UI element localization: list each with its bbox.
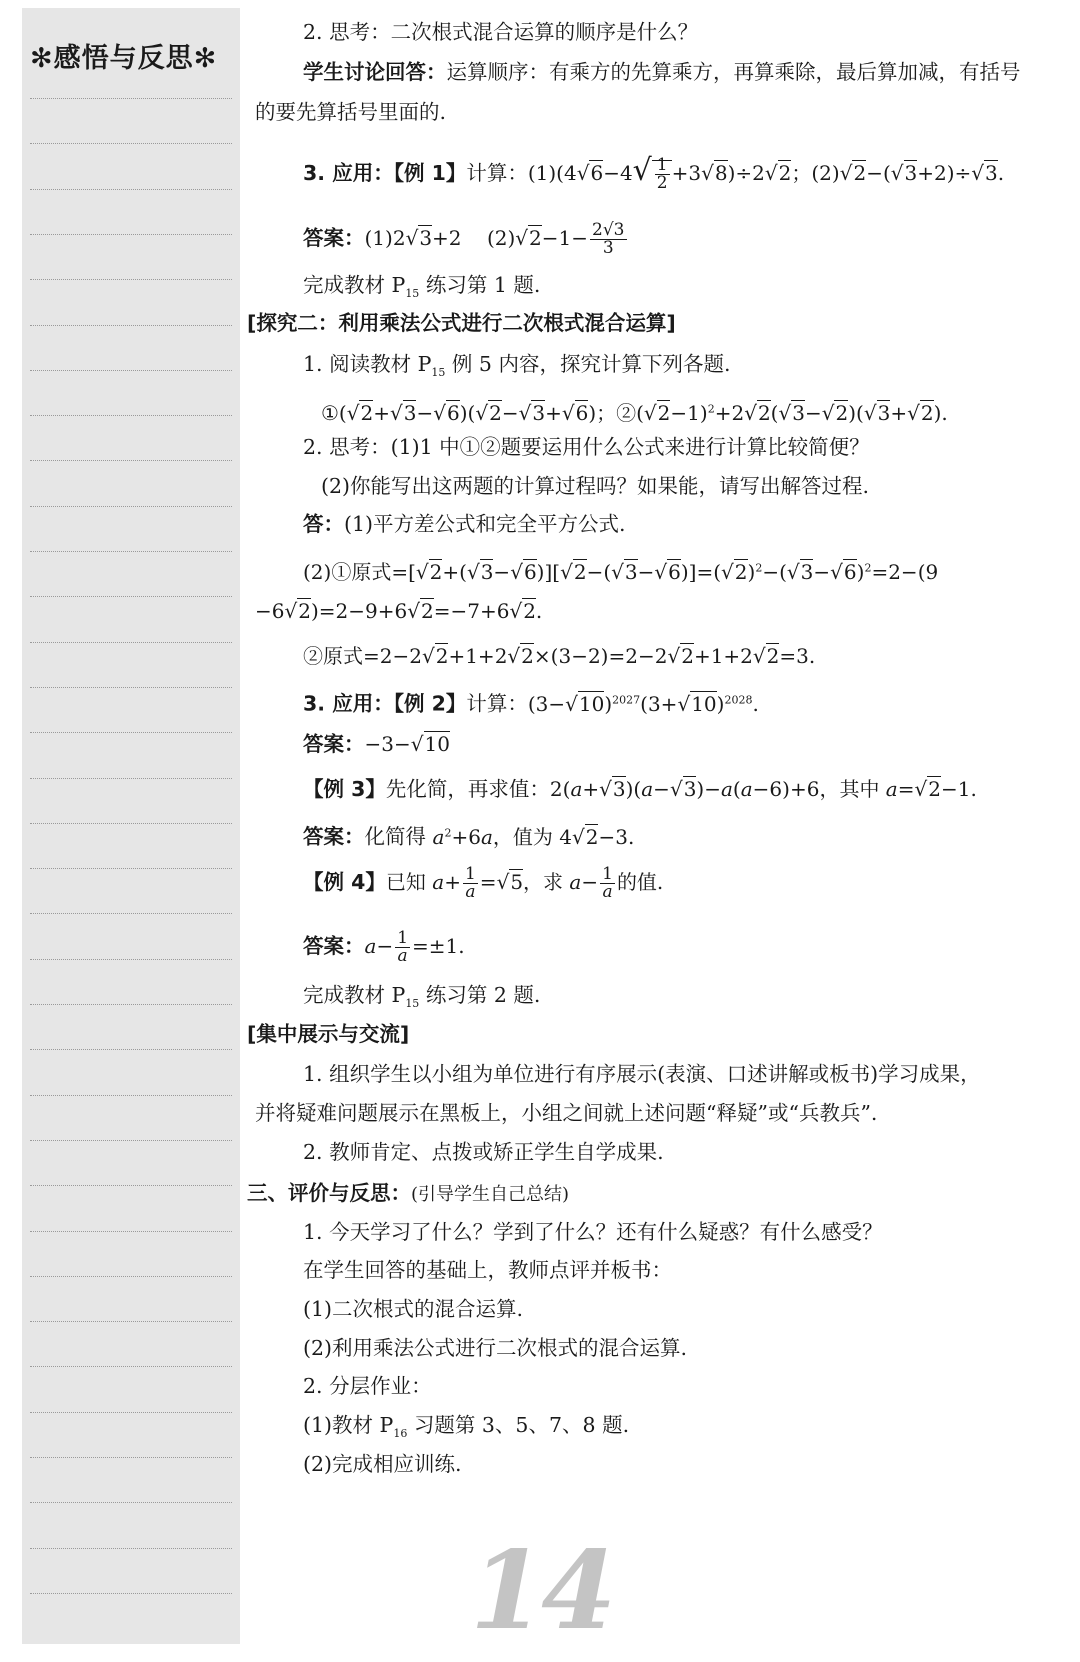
section-evaluation: 三、评价与反思：(引导学生自己总结) [247,1181,570,1205]
display-item-1: 1. 组织学生以小组为单位进行有序展示(表演、口述讲解或板书)学习成果， [303,1062,981,1086]
eval-blackboard: 在学生回答的基础上，教师点评并板书： [303,1258,672,1282]
note-line [30,778,232,779]
note-line [30,913,232,914]
note-line [30,370,232,371]
note-line [30,959,232,960]
example-4-answer: 答案：a− $\frac{1}{a}$ =±1. [303,928,465,966]
example-3-answer: 答案：化简得 $a^2+6a$，值为 4√2−3. [303,824,635,849]
note-line [30,1049,232,1050]
example-4: 【例 4】已知 a+ $\frac{1}{a}$ =√5，求 a− $\frac{1}{a}$ 的值. [303,864,664,902]
think-process: (2)你能写出这两题的计算过程吗？如果能，请写出解答过程. [321,474,870,498]
note-line [30,1548,232,1549]
example-2-answer: 答案：−3−√10 [303,732,450,756]
exercise-2: 完成教材 $P_{15}$ 练习第 2 题. [303,983,541,1011]
section-display: [集中展示与交流] [247,1022,410,1046]
note-line [30,551,232,552]
student-answer-line: 学生讨论回答：运算顺序：有乘方的先算乘方，再算乘除，最后算加减，有括号 [303,60,1021,84]
homework-2: (2)完成相应训练. [303,1452,462,1476]
note-line [30,460,232,461]
note-line [30,1231,232,1232]
note-line [30,1457,232,1458]
read-textbook: 1. 阅读教材 $P_{15}$ 例 5 内容，探究计算下列各题. [303,352,731,380]
example-1-answer: 答案：(1)2√3+2 (2)√2−1− $\frac{2√3}{3}$ [303,220,625,258]
note-line [30,143,232,144]
display-item-2: 2. 教师肯定、点拨或矫正学生自学成果. [303,1140,664,1164]
note-line [30,98,232,99]
solution-1-line2: −6√2)=2−9+6√2=−7+6√2. [255,599,543,623]
solution-2: ②原式=2−2√2+1+2√2×(3−2)=2−2√2+1+2√2=3. [303,644,816,668]
note-line [30,642,232,643]
homework-1: (1)教材 $P_{16}$ 习题第 3、5、7、8 题. [303,1413,630,1441]
student-answer-cont: 的要先算括号里面的. [255,100,447,124]
note-line [30,1095,232,1096]
eval-item-1: 1. 今天学习了什么？学到了什么？还有什么疑惑？有什么感受？ [303,1220,883,1244]
note-line [30,732,232,733]
eval-point-2: (2)利用乘法公式进行二次根式的混合运算. [303,1336,688,1360]
note-line [30,823,232,824]
sidebar-title: ✻感悟与反思✻ [30,43,218,74]
example-3: 【例 3】先化简，再求值：2(a+√3)(a−√3)−a(a−6)+6，其中 a=√2−1. [303,777,977,801]
note-line [30,506,232,507]
note-line [30,868,232,869]
note-line [30,1366,232,1367]
note-line [30,1412,232,1413]
exercise-1: 完成教材 $P_{15}$ 练习第 1 题. [303,273,541,301]
note-line [30,687,232,688]
think-question-2: 2. 思考：二次根式混合运算的顺序是什么？ [303,20,699,44]
note-line [30,1593,232,1594]
note-line [30,1321,232,1322]
note-line [30,596,232,597]
reflection-sidebar [22,8,240,1644]
eval-point-1: (1)二次根式的混合运算. [303,1297,524,1321]
note-line [30,325,232,326]
note-line [30,234,232,235]
note-line [30,1140,232,1141]
problems-1-2: ①(√2+√3−√6)(√2−√3+√6)；$②(√2-1)^2+2√2(√3-√2)(√3+√2)$. [321,400,948,425]
display-item-1-cont: 并将疑难问题展示在黑板上，小组之间就上述问题“释疑”或“兵教兵”. [255,1101,878,1125]
answer-formulas: 答：(1)平方差公式和完全平方公式. [303,512,626,536]
section-explore-2: [探究二：利用乘法公式进行二次根式混合运算] [247,311,676,335]
note-lines [30,8,232,1644]
think-formula: 2. 思考：(1)1 中①②题要运用什么公式来进行计算比较简便？ [303,435,870,459]
note-line [30,1004,232,1005]
note-line [30,279,232,280]
note-line [30,415,232,416]
example-2: 3. 应用：【例 2】计算：$(3-√10)^{2027}(3+√10)^{2028}$. [303,691,759,716]
note-line [30,1185,232,1186]
page-number: 14 [470,1528,613,1654]
solution-1-line1: (2)①原式$=[√2+(√3-√6)][√2-(√3-√6)]=(√2)^2-(√3-√6)^2=2-(9$ [303,559,939,584]
note-line [30,189,232,190]
example-1: 3. 应用：【例 1】计算：(1)(4√6−4√ $\frac{1}{2}$ +3√8)÷2√2；(2)√2−(√3+2)÷√3. [303,153,1005,193]
note-line [30,1276,232,1277]
note-line [30,1502,232,1503]
homework-title: 2. 分层作业： [303,1374,432,1398]
